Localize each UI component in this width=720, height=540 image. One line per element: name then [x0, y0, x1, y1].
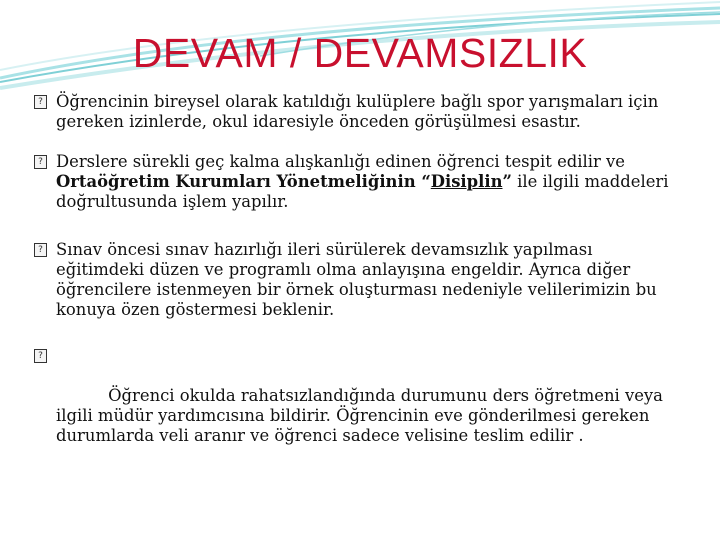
regulation-name: Ortaöğretim Kurumları Yönetmeliğinin “	[56, 172, 431, 191]
paragraph-text: Sınav öncesi sınav hazırlığı ileri sürülerek devamsızlık yapılması eğitimdeki düzen ve programlı olma anlayışına engeldir. Ayrıca diğer öğrencilere istenmeyen bir örnek oluşturması nedeniyle velilerimizin bu konuya özen göstermesi beklenir.	[56, 240, 657, 319]
slide-body	[34, 92, 684, 466]
paragraph-text: Öğrenci okulda rahatsızlandığında durumunu ders öğretmeni veya ilgili müdür yardımcısına bildirir. Öğrencinin eve gönderilmesi gereken durumlarda veli aranır ve öğrenci sadece velisine teslim edilir .	[56, 386, 669, 445]
regulation-close-quote: ”	[502, 172, 512, 191]
bullet-icon: ?	[34, 155, 47, 169]
paragraph-text-start: Derslere sürekli geç kalma alışkanlığı edinen öğrenci tespit edilir ve	[56, 152, 626, 171]
paragraph-club-permission	[34, 92, 684, 132]
paragraph-exam-absence	[34, 240, 684, 320]
bullet-icon: ?	[34, 95, 47, 109]
paragraph-text: Öğrencinin bireysel olarak katıldığı kulüplere bağlı spor yarışmaları için gereken izinlerde, okul idaresiyle önceden görüşülmesi esastır.	[56, 92, 659, 131]
discipline-term: Disiplin	[430, 172, 503, 191]
paragraph-illness	[34, 346, 684, 466]
paragraph-text-end: ile ilgili maddeleri doğrultusunda işlem yapılır.	[56, 172, 669, 211]
bullet-icon: ?	[34, 349, 47, 363]
bullet-icon: ?	[34, 243, 47, 257]
slide-title: DEVAM / DEVAMSIZLIK	[132, 30, 588, 76]
paragraph-lateness	[34, 152, 684, 212]
